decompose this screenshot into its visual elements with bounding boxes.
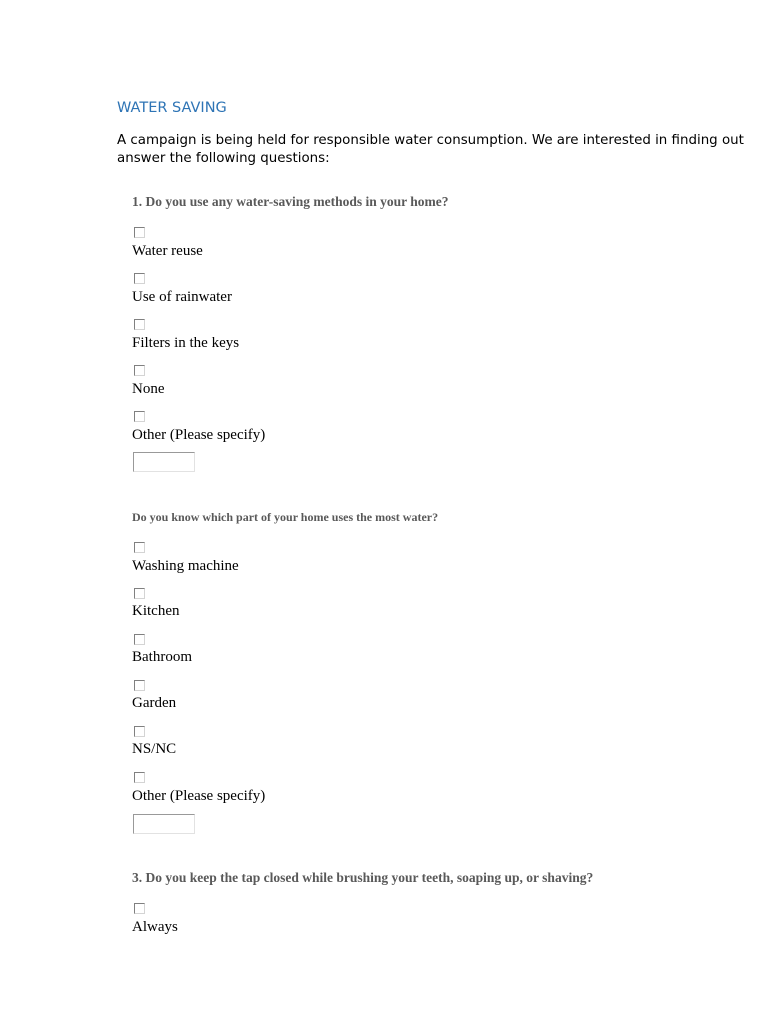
option-label: Use of rainwater [132,289,232,305]
option-label: Filters in the keys [132,335,240,351]
page-title: WATER SAVING [117,100,227,116]
question-2-label: Do you know which part of your home uses the most water? [132,510,439,524]
option-label: Garden [132,695,177,711]
option-label: Always [132,919,178,935]
other-specify-input[interactable] [133,814,195,834]
checkbox-garden[interactable] [134,680,145,691]
intro-line: A campaign is being held for responsible water consumption. We are interested in finding out [117,133,744,148]
checkbox-use-of-rainwater[interactable] [134,273,145,284]
checkbox-other[interactable] [134,411,145,422]
question-1-label: 1. Do you use any water-saving methods in your home? [132,194,449,209]
checkbox-always[interactable] [134,903,145,914]
other-specify-input[interactable] [133,452,195,472]
option-label: None [132,381,165,397]
intro-paragraph [117,132,768,167]
checkbox-ns-nc[interactable] [134,726,145,737]
option-label: Other (Please specify) [132,427,266,443]
option-label: Washing machine [132,558,239,574]
checkbox-kitchen[interactable] [134,588,145,599]
option-label: Bathroom [132,649,192,665]
checkbox-filters-in-the-keys[interactable] [134,319,145,330]
checkbox-water-reuse[interactable] [134,227,145,238]
question-3-label: 3. Do you keep the tap closed while brushing your teeth, soaping up, or shaving? [132,870,594,885]
intro-line: answer the following questions: [117,150,330,166]
option-label: NS/NC [132,741,177,757]
checkbox-none[interactable] [134,365,145,376]
checkbox-washing-machine[interactable] [134,542,145,553]
checkbox-bathroom[interactable] [134,634,145,645]
checkbox-other[interactable] [134,772,145,783]
option-label: Water reuse [132,243,203,259]
option-label: Kitchen [132,603,180,619]
option-label: Other (Please specify) [132,788,266,804]
